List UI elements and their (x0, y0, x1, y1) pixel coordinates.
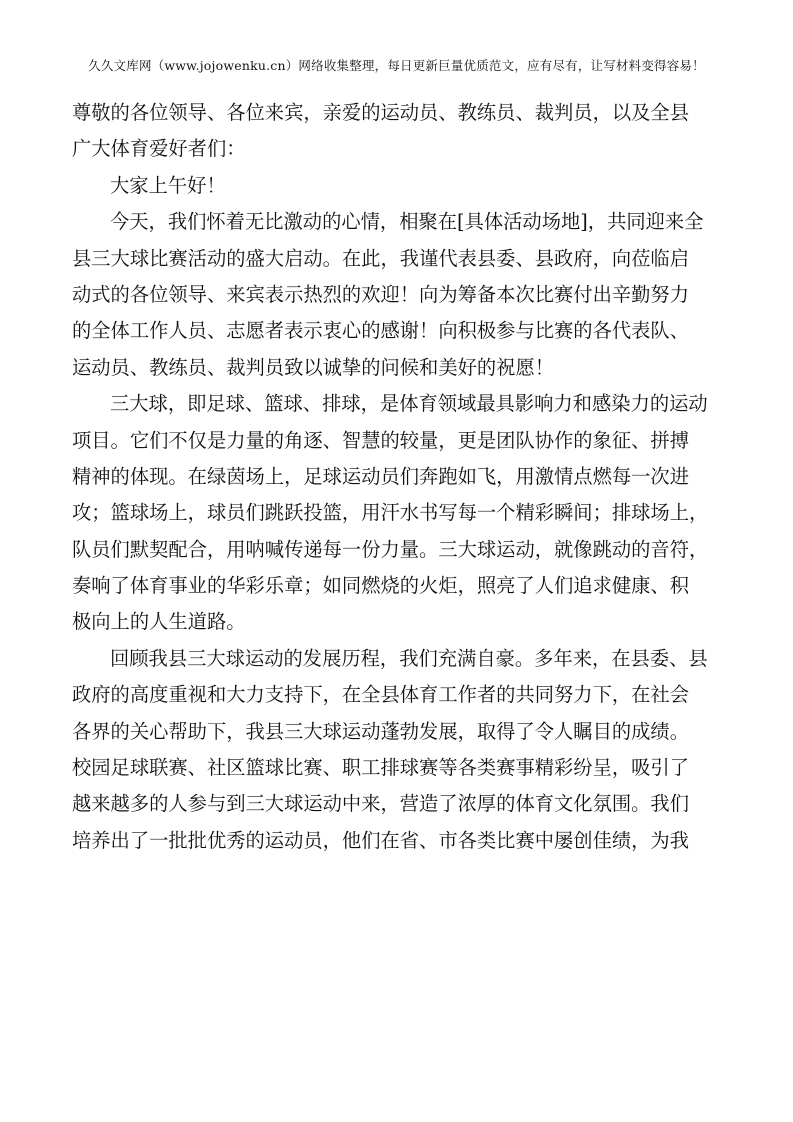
text-line: 培养出了一批批优秀的运动员，他们在省、市各类比赛中屡创佳绩，为我 (72, 828, 689, 852)
text-line: 攻；篮球场上，球员们跳跃投篮，用汗水书写每一个精彩瞬间；排球场上， (72, 501, 709, 525)
document-body (72, 95, 722, 859)
text-line: 各界的关心帮助下，我县三大球运动蓬勃发展，取得了令人瞩目的成绩。 (72, 719, 689, 743)
text-line: 动式的各位领导、来宾表示热烈的欢迎！向为筹备本次比赛付出辛勤努力 (72, 282, 689, 306)
page-header: 久久文库网（www.jojowenku.cn）网络收集整理，每日更新巨量优质范文，应有尽有，让写材料变得容易！ (88, 58, 705, 73)
text-line: 队员们默契配合，用呐喊传递每一份力量。三大球运动，就像跳动的音符， (72, 537, 709, 561)
text-line: 精神的体现。在绿茵场上，足球运动员们奔跑如飞，用激情点燃每一次进 (72, 464, 689, 488)
text-line: 的全体工作人员、志愿者表示衷心的感谢！向积极参与比赛的各代表队、 (72, 319, 689, 343)
text-line: 校园足球联赛、社区篮球比赛、职工排球赛等各类赛事精彩纷呈，吸引了 (72, 756, 689, 780)
text-line: 极向上的人生道路。 (72, 610, 246, 634)
text-line: 政府的高度重视和大力支持下，在全县体育工作者的共同努力下，在社会 (72, 683, 689, 707)
text-line: 尊敬的各位领导、各位来宾，亲爱的运动员、教练员、裁判员，以及全县 (72, 101, 689, 124)
text-line: 回顾我县三大球运动的发展历程，我们充满自豪。多年来，在县委、县 (110, 646, 708, 670)
text-line: 今天，我们怀着无比激动的心情，相聚在[具体活动场地]，共同迎来全 (110, 210, 704, 234)
text-line: 三大球，即足球、篮球、排球，是体育领域最具影响力和感染力的运动 (110, 392, 708, 416)
text-line: 运动员、教练员、裁判员致以诚挚的问候和美好的祝愿！ (72, 355, 555, 379)
text-line: 项目。它们不仅是力量的角逐、智慧的较量，更是团队协作的象征、拼搏 (72, 428, 689, 452)
text-line: 越来越多的人参与到三大球运动中来，营造了浓厚的体育文化氛围。我们 (72, 792, 689, 816)
text-line: 县三大球比赛活动的盛大启动。在此，我谨代表县委、县政府，向莅临启 (72, 246, 689, 270)
text-line: 大家上午好！ (110, 173, 226, 197)
text-line: 奏响了体育事业的华彩乐章；如同燃烧的火炬，照亮了人们追求健康、积 (72, 574, 689, 598)
text-line: 广大体育爱好者们： (72, 137, 246, 161)
